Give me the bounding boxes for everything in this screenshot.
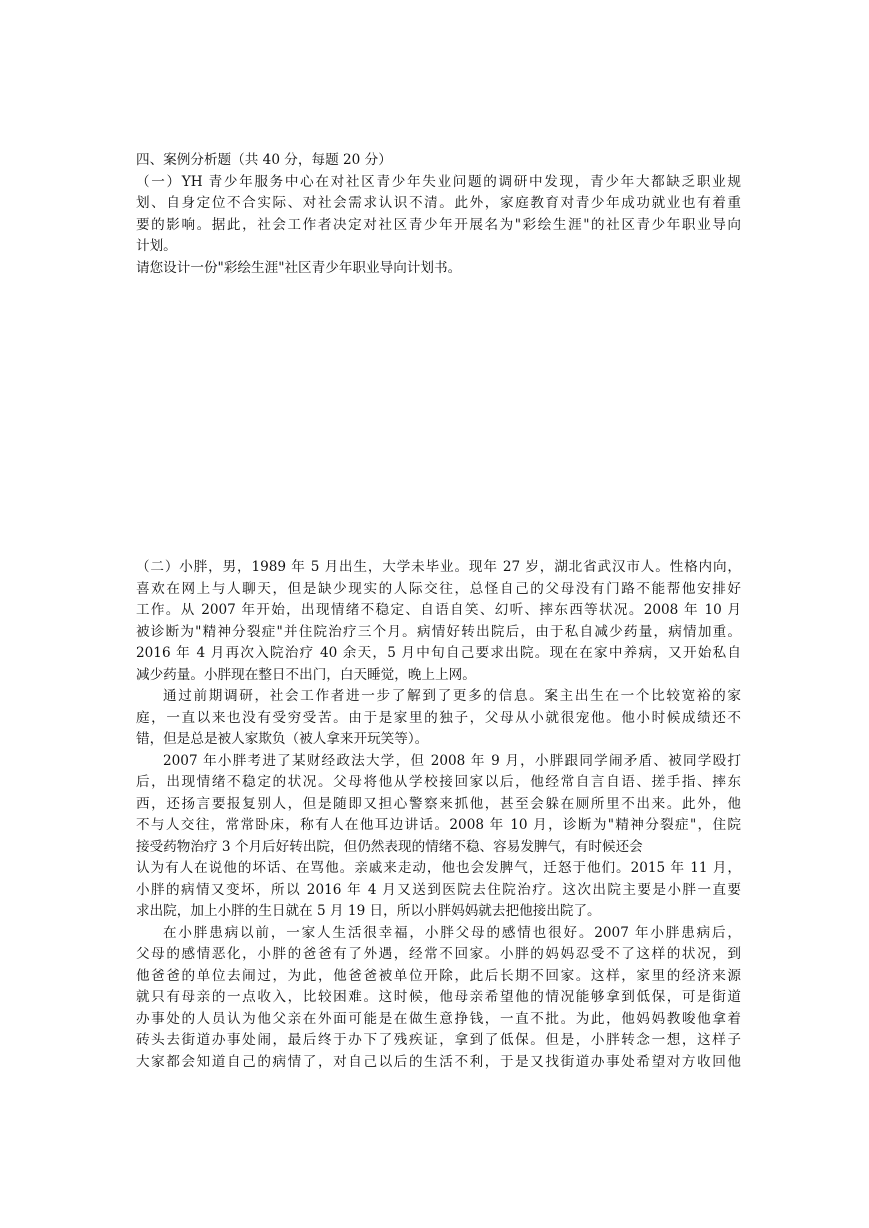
case1-line: （一）YH 青少年服务中心在对社区青少年失业问题的调研中发现，青少年大都缺乏职业规 [136, 173, 741, 190]
case2-p1-line: 被诊断为"精神分裂症"并住院治疗三个月。病情好转出院后，由于私自减少药量，病情加重。 [136, 623, 741, 640]
case2-p4-line: 砖头去街道办事处闹，最后终于办下了残疾证，拿到了低保。但是，小胖转念一想，这样子 [136, 1032, 741, 1048]
case2-p1-line: （二）小胖，男，1989 年 5 月出生，大学未毕业。现年 27 岁，湖北省武汉市人。性格内向， [136, 559, 741, 575]
case2-p3-line: 2007 年小胖考进了某财经政法大学，但 2008 年 9 月，小胖跟同学闹矛盾、被同学殴打 [163, 752, 741, 769]
case2-p4-line: 在小胖患病以前，一家人生活很幸福，小胖父母的感情也很好。2007 年小胖患病后， [163, 924, 741, 941]
case2-p3-line: 接受药物治疗 3 个月后好转出院，但仍然表现的情绪不稳、容易发脾气，有时候还会 [136, 838, 643, 855]
case1-line: 计划。 [136, 238, 177, 254]
case2-p2-line: 错，但是总是被人家欺负（被人拿来开玩笑等）。 [136, 731, 429, 747]
section-four [136, 150, 741, 279]
case2-p1-line: 工作。从 2007 年开始，出现情绪不稳定、自语自笑、幻听、摔东西等状况。2008 年 10 月 [136, 602, 741, 618]
case2-p4-line: 父母的感情恶化，小胖的爸爸有了外遇，经常不回家。小胖的妈妈忍受不了这样的状况，到 [136, 946, 741, 962]
case2-p2-line: 庭，一直以来也没有受穷受苦。由于是家里的独子，父母从小就很宠他。他小时候成绩还不 [136, 709, 741, 726]
section-heading: 四、案例分析题（共 40 分，每题 20 分） [136, 152, 392, 168]
case1-question: 请您设计一份"彩绘生涯"社区青少年职业导向计划书。 [136, 259, 462, 276]
case2-p3-line: 后，出现情绪不稳定的状况。父母将他从学校接回家以后，他经常自言自语、搓手指、摔东 [136, 774, 741, 790]
case2-p3-line: 求出院，加上小胖的生日就在 5 月 19 日，所以小胖妈妈就去把他接出院了。 [136, 903, 601, 919]
case2-p3-line: 不与人交往，常常卧床，称有人在他耳边讲话。2008 年 10 月，诊断为"精神分裂症"，住院 [136, 817, 741, 833]
case2-p3-line: 西，还扬言要报复别人，但是随即又担心警察来抓他，甚至会躲在厕所里不出来。此外，他 [136, 795, 741, 812]
case2-p1-line: 减少药量。小胖现在整日不出门，白天睡觉，晚上上网。 [136, 666, 476, 683]
case2-p4-line: 办事处的人员认为他父亲在外面可能是在做生意挣钱，一直不批。为此，他妈妈教唆他拿着 [136, 1010, 741, 1027]
case1-line: 要的影响。据此，社会工作者决定对社区青少年开展名为"彩绘生涯"的社区青少年职业导向 [136, 216, 741, 233]
case2-p3-line: 小胖的病情又变坏，所以 2016 年 4 月又送到医院去住院治疗。这次出院主要是小胖一直要 [136, 881, 741, 898]
case2-p4-line: 大家都会知道自己的病情了，对自己以后的生活不利，于是又找街道办事处希望对方收回他 [136, 1053, 741, 1070]
case2-p1-line: 2016 年 4 月再次入院治疗 40 余天，5 月中旬自己要求出院。现在在家中养病，又开始私自 [136, 645, 741, 661]
case2-p3-line: 认为有人在说他的坏话、在骂他。亲戚来走动，他也会发脾气，迁怒于他们。2015 年 11 月， [136, 860, 741, 876]
case2-p1-line: 喜欢在网上与人聊天，但是缺少现实的人际交往，总怪自己的父母没有门路不能帮他安排好 [136, 580, 741, 597]
case2-p2-line: 通过前期调研，社会工作者进一步了解到了更多的信息。案主出生在一个比较宽裕的家 [163, 688, 741, 704]
case-two [136, 557, 741, 1073]
case2-p4-line: 就只有母亲的一点收入，比较困难。这时候，他母亲希望他的情况能够拿到低保，可是街道 [136, 989, 741, 1005]
case1-line: 划、自身定位不合实际、对社会需求认识不清。此外，家庭教育对青少年成功就业也有着重 [136, 195, 741, 211]
case2-p4-line: 他爸爸的单位去闹过，为此，他爸爸被单位开除，此后长期不回家。这样，家里的经济来源 [136, 967, 741, 984]
